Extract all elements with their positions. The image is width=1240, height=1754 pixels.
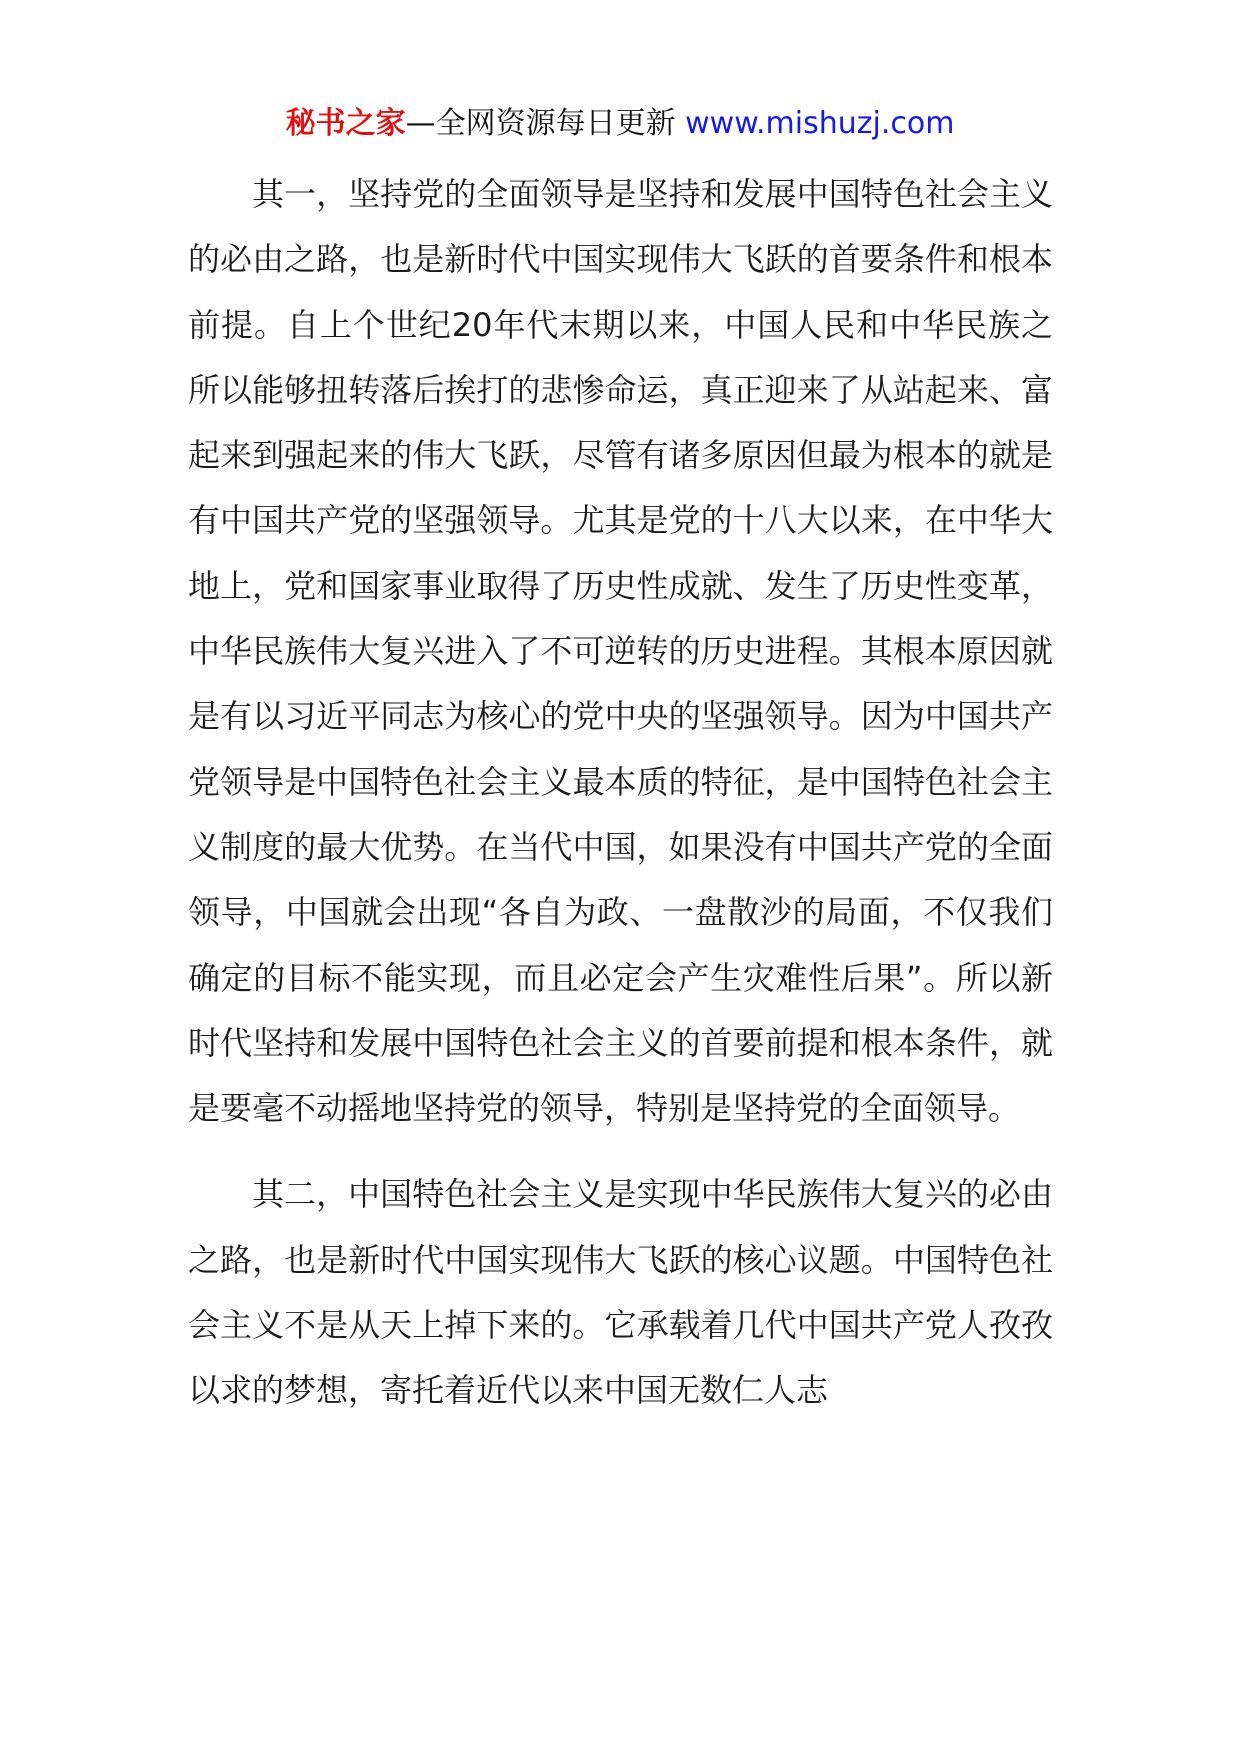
site-url-link[interactable]: www.mishuzj.com xyxy=(685,106,955,141)
paragraph-2: 其二，中国特色社会主义是实现中华民族伟大复兴的必由之路，也是新时代中国实现伟大飞跃的核心议题。中国特色社会主义不是从天上掉下来的。它承载着几代中国共产党人孜孜以求的梦想，寄托着近代以来中国无数仁人志 xyxy=(188,1175,1053,1410)
site-brand: 秘书之家 xyxy=(285,106,406,141)
paragraph-1: 其一，坚持党的全面领导是坚持和发展中国特色社会主义的必由之路，也是新时代中国实现伟大飞跃的首要条件和根本前提。自上个世纪20年代末期以来，中国人民和中华民族之所以能够扭转落后挨打的悲惨命运，真正迎来了从站起来、富起来到强起来的伟大飞跃，尽管有诸多原因但最为根本的就是有中国共产党的坚强领导。尤其是党的十八大以来，在中华大地上，党和国家事业取得了历史性成就、发生了历史性变革，中华民族伟大复兴进入了不可逆转的历史进程。其根本原因就是有以习近平同志为核心的党中央的坚强领导。因为中国共产党领导是中国特色社会主义最本质的特征，是中国特色社会主义制度的最大优势。在当代中国，如果没有中国共产党的全面领导，中国就会出现“各自为政、一盘散沙的局面，不仅我们确定的目标不能实现，而且必定会产生灾难性后果”。所以新时代坚持和发展中国特色社会主义的首要前提和根本条件，就是要毫不动摇地坚持党的领导，特别是坚持党的全面领导。 xyxy=(188,175,1053,1128)
site-tagline: —全网资源每日更新 xyxy=(405,106,686,141)
document-body xyxy=(188,162,1053,1424)
site-header xyxy=(0,100,1240,148)
